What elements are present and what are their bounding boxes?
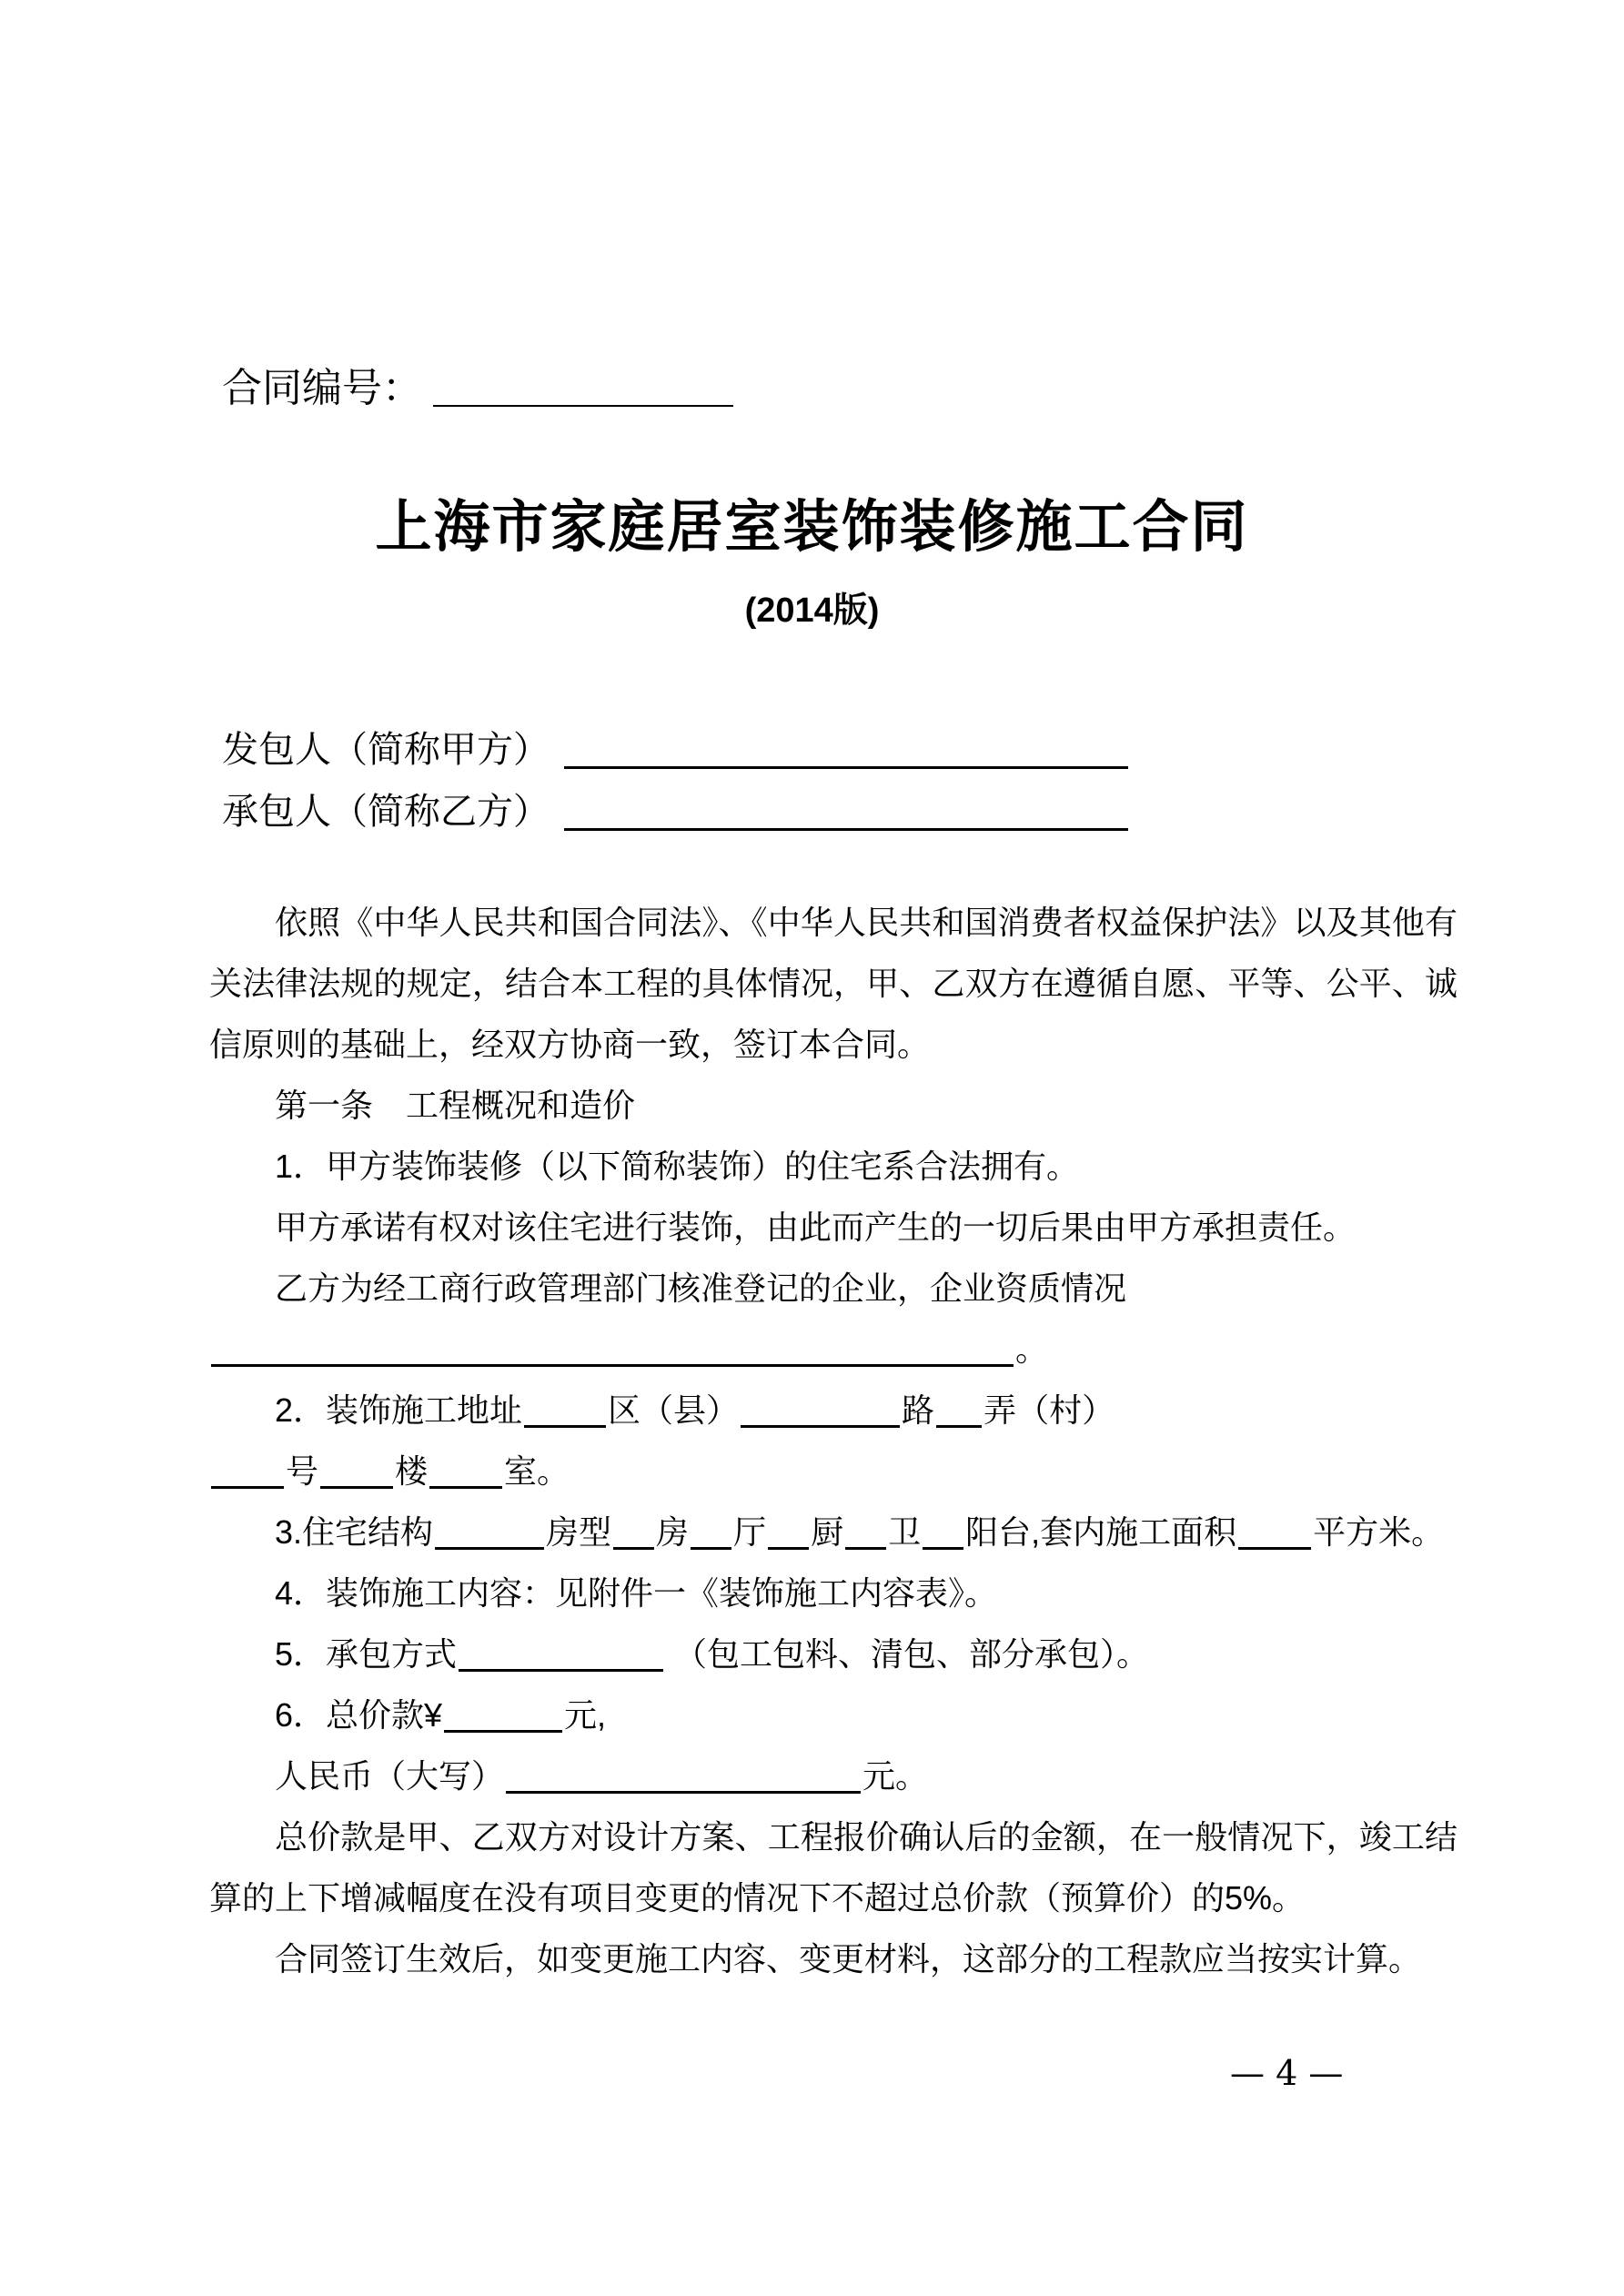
body-text: 房型 — [546, 1513, 612, 1551]
document-title: 上海市家庭居室装饰装修施工合同 — [375, 496, 1249, 559]
fill-in-blank — [211, 1364, 1014, 1367]
fill-in-blank — [506, 1791, 861, 1794]
body-text: 元。 — [862, 1757, 929, 1795]
body-line — [209, 1623, 1458, 1684]
body-text: 。 — [1015, 1330, 1049, 1368]
fill-in-blank — [524, 1425, 606, 1428]
body-text: 1．甲方装饰装修（以下简称装饰）的住宅系合法拥有。 — [275, 1148, 1080, 1185]
fill-in-blank — [768, 1547, 809, 1550]
contract-body — [209, 892, 1458, 1989]
body-text: 弄（村） — [983, 1391, 1115, 1429]
body-line — [209, 1380, 1458, 1441]
body-text: 4．装饰施工内容：见附件一《装饰施工内容表》。 — [275, 1574, 998, 1612]
body-text: 室。 — [504, 1452, 570, 1490]
body-text: 依照《中华人民共和国合同法》、《中华人民共和国消费者权益保护法》以及其他有关法律法规的规定，结合本工程的具体情况，甲、乙双方在遵循自愿、平等、公平、诚信原则的基础上，经双方协商一致，签订本合同。 — [209, 904, 1458, 1063]
body-line — [209, 1563, 1458, 1623]
body-text: 3.住宅结构 — [275, 1513, 434, 1551]
fill-in-blank — [741, 1425, 900, 1428]
fill-in-blank — [320, 1486, 393, 1489]
fill-in-blank — [211, 1486, 284, 1489]
party-name-blank — [564, 766, 1128, 769]
body-text: 甲方承诺有权对该住宅进行装饰，由此而产生的一切后果由甲方承担责任。 — [275, 1209, 1357, 1246]
body-text: 总价款是甲、乙双方对设计方案、工程报价确认后的金额，在一般情况下，竣工结算的上下增减幅度在没有项目变更的情况下不超过总价款（预算价）的5%。 — [209, 1818, 1458, 1917]
fill-in-blank — [691, 1547, 731, 1550]
fill-in-blank — [613, 1547, 654, 1550]
body-line — [209, 1806, 1458, 1928]
body-text: （包工包料、清包、部分承包）。 — [665, 1635, 1150, 1673]
body-line — [209, 1258, 1458, 1319]
body-text: 合同签订生效后，如变更施工内容、变更材料，这部分的工程款应当按实计算。 — [275, 1940, 1422, 1977]
fill-in-blank — [936, 1425, 982, 1428]
body-line — [209, 1319, 1458, 1380]
party-label: 发包人（简称甲方） — [222, 730, 550, 770]
body-text: 号 — [286, 1452, 319, 1490]
parties-section — [222, 719, 1130, 843]
body-text: 第一条 工程概况和造价 — [275, 1087, 636, 1124]
body-line — [209, 1441, 1458, 1502]
body-text: 2．装饰施工地址 — [275, 1391, 523, 1429]
body-line — [209, 1136, 1458, 1197]
fill-in-blank — [429, 1486, 502, 1489]
fill-in-blank — [444, 1730, 562, 1733]
body-text: 乙方为经工商行政管理部门核准登记的企业，企业资质情况 — [275, 1269, 1127, 1307]
body-text: 房 — [656, 1513, 690, 1551]
contract-number-label: 合同编号： — [222, 365, 422, 411]
contract-number-row — [222, 366, 735, 411]
body-text: 5．承包方式 — [275, 1635, 458, 1673]
fill-in-blank — [435, 1547, 544, 1550]
fill-in-blank — [845, 1547, 886, 1550]
body-text: 楼 — [395, 1452, 429, 1490]
party-label: 承包人（简称乙方） — [222, 792, 550, 832]
body-text: 厨 — [811, 1513, 844, 1551]
party-row-a — [222, 719, 1130, 781]
document-subtitle: (2014版) — [744, 592, 880, 630]
fill-in-blank — [459, 1669, 663, 1672]
body-line — [209, 1928, 1458, 1989]
body-text: 人民币（大写） — [275, 1757, 505, 1795]
body-line — [209, 1502, 1458, 1563]
fill-in-blank — [923, 1547, 963, 1550]
body-line — [209, 1075, 1458, 1136]
body-line — [209, 892, 1458, 1075]
body-text: 元, — [564, 1696, 607, 1734]
body-line — [209, 1684, 1458, 1745]
body-line — [209, 1197, 1458, 1258]
body-text: 路 — [902, 1391, 935, 1429]
body-text: 厅 — [733, 1513, 767, 1551]
party-name-blank — [564, 828, 1128, 831]
body-text: 6．总价款¥ — [275, 1696, 443, 1734]
contract-number-blank — [433, 405, 733, 407]
page-number: — 4 — — [1230, 2053, 1344, 2093]
body-text: 平方米。 — [1313, 1513, 1445, 1551]
body-text: 阳台,套内施工面积 — [965, 1513, 1237, 1551]
body-text: 卫 — [888, 1513, 922, 1551]
party-row-b — [222, 781, 1130, 843]
body-line — [209, 1745, 1458, 1806]
body-text: 区（县） — [608, 1391, 740, 1429]
fill-in-blank — [1238, 1547, 1311, 1550]
